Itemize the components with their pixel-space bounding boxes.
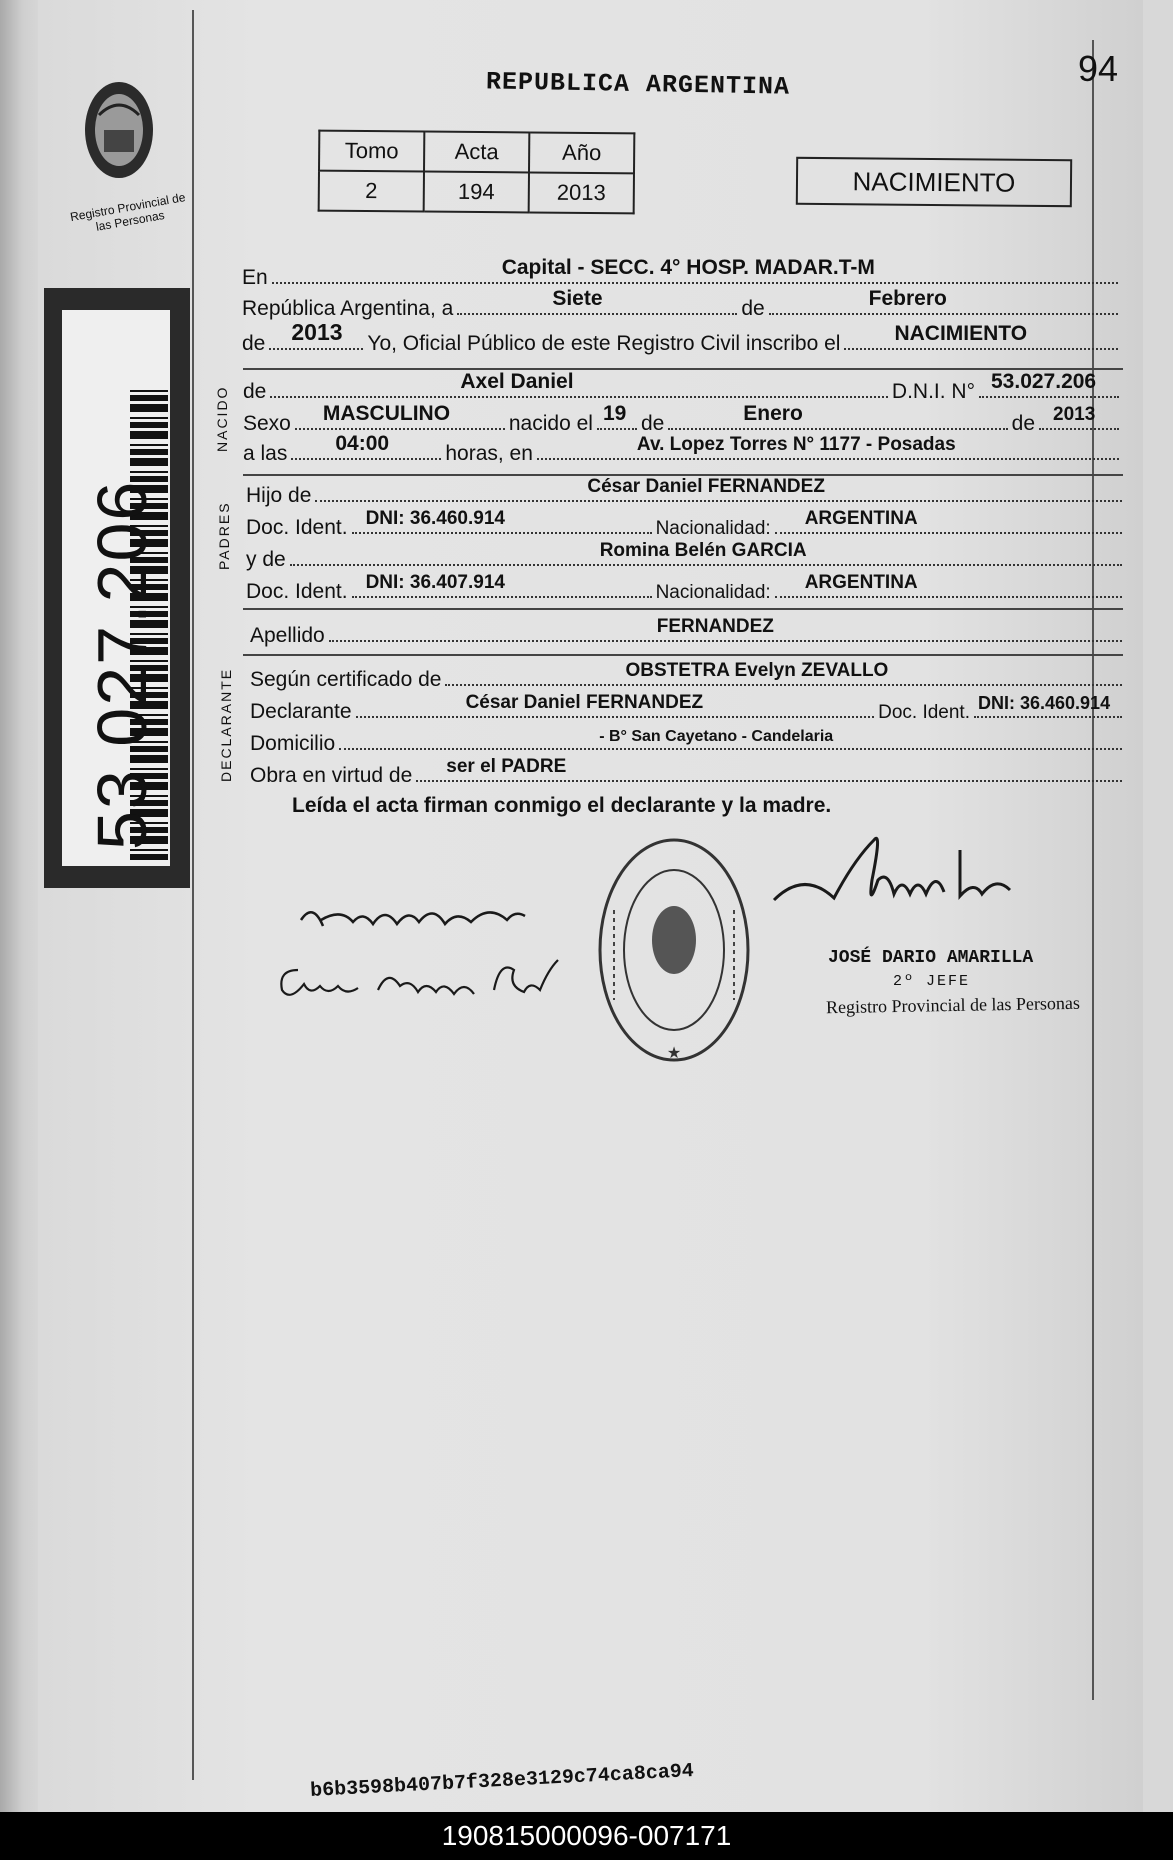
acta-value: 194: [424, 172, 529, 213]
official-org: Registro Provincial de las Personas: [825, 992, 1081, 1018]
child-dni: 53.027.206: [991, 370, 1097, 393]
surname-value: FERNANDEZ: [656, 616, 774, 637]
year-value: 2013: [291, 319, 343, 345]
declarante-section-label: DECLARANTE: [218, 667, 234, 782]
birth-address: Av. Lopez Torres N° 1177 - Posadas: [636, 434, 956, 455]
row-date: República Argentina, a Siete de Febrero: [242, 297, 1122, 321]
row-capacity: Obra en virtud de ser el PADRE: [250, 764, 1126, 788]
declarant-doc: DNI: 36.460.914: [978, 693, 1111, 713]
acta-header: Acta: [424, 132, 529, 173]
birth-month: Enero: [743, 402, 803, 425]
registered-value: NACIMIENTO: [894, 322, 1028, 345]
birth-day: 19: [602, 402, 627, 425]
record-type-box: NACIMIENTO: [796, 157, 1072, 207]
sex-value: MASCULINO: [322, 402, 451, 425]
row-sex: Sexo MASCULINO nacido el 19 de Enero de 2013: [243, 412, 1123, 436]
row-declarant: Declarante César Daniel FERNANDEZ Doc. Ident. DNI: 36.460.914: [250, 700, 1126, 724]
birth-year: 2013: [1053, 404, 1096, 425]
official-role: 2º JEFE: [893, 973, 971, 990]
capacity-value: ser el PADRE: [446, 756, 567, 777]
mother-name: Romina Belén GARCIA: [599, 540, 807, 561]
closing-statement: Leída el acta firman conmigo el declarante y la madre.: [292, 794, 832, 817]
registry-caption: Registro Provincial de las Personas: [69, 190, 187, 234]
row-father: Hijo de César Daniel FERNANDEZ: [246, 484, 1126, 508]
document-sheet: [38, 0, 1143, 1812]
mother-doc: DNI: 36.407.914: [365, 572, 505, 593]
barcode-number: 53.027.206: [83, 479, 161, 850]
book-edge: [0, 0, 38, 1812]
tomo-header: Tomo: [319, 131, 424, 172]
left-strip: [38, 0, 190, 1812]
row-surname: Apellido FERNANDEZ: [250, 624, 1126, 648]
official-name: JOSÉ DARIO AMARILLA: [828, 948, 1034, 968]
child-name: Axel Daniel: [460, 370, 574, 393]
row-name: de Axel Daniel D.N.I. N° 53.027.206: [243, 380, 1123, 404]
anio-value: 2013: [529, 172, 634, 213]
document-hash: b6b3598b407b7f328e3129c74ca8ca94: [309, 1759, 695, 1804]
day-value: Siete: [552, 287, 603, 310]
father-nationality: ARGENTINA: [804, 508, 918, 529]
padres-section-label: PADRES: [216, 501, 232, 570]
nacido-section-label: NACIDO: [214, 385, 230, 452]
page-number: 94: [1078, 48, 1119, 89]
official-stamp: [594, 830, 754, 1070]
row-place: En Capital - SECC. 4° HOSP. MADAR.T-M: [242, 266, 1122, 290]
father-doc: DNI: 36.460.914: [365, 508, 505, 529]
footer-id-bar: 190815000096-007171: [0, 1812, 1173, 1860]
row-father-doc: Doc. Ident. DNI: 36.460.914 Nacionalidad: ARGENTINA: [246, 516, 1126, 540]
svg-text:★: ★: [666, 1045, 682, 1062]
row-mother: y de Romina Belén GARCIA: [246, 548, 1126, 572]
month-value: Febrero: [868, 287, 947, 310]
place-value: Capital - SECC. 4° HOSP. MADAR.T-M: [501, 256, 875, 279]
anio-header: Año: [529, 132, 634, 173]
domicile-value: - B° San Cayetano - Candelaria: [599, 728, 834, 745]
certificate-value: OBSTETRA Evelyn ZEVALLO: [625, 660, 889, 681]
row-time: a las 04:00 horas, en Av. Lopez Torres N° 1177 - Posadas: [243, 442, 1123, 466]
barcode-panel: [44, 288, 190, 888]
official-signature: [764, 820, 1024, 940]
row-mother-doc: Doc. Ident. DNI: 36.407.914 Nacionalidad: ARGENTINA: [246, 580, 1126, 604]
row-statement: de 2013 Yo, Oficial Público de este Registro Civil inscribo el NACIMIENTO: [242, 332, 1122, 356]
father-name: César Daniel FERNANDEZ: [587, 476, 825, 497]
mother-nationality: ARGENTINA: [804, 572, 918, 593]
reference-table: [318, 130, 636, 215]
row-domicile: Domicilio - B° San Cayetano - Candelaria: [250, 732, 1126, 756]
declarant-name: César Daniel FERNANDEZ: [465, 692, 704, 713]
document-title: REPUBLICA ARGENTINA: [485, 67, 791, 102]
birth-hour: 04:00: [335, 432, 390, 455]
row-certificate: Según certificado de OBSTETRA Evelyn ZEVALLO: [250, 668, 1126, 692]
mother-signature: [268, 940, 568, 1020]
tomo-value: 2: [319, 171, 424, 212]
province-emblem: [74, 70, 164, 200]
